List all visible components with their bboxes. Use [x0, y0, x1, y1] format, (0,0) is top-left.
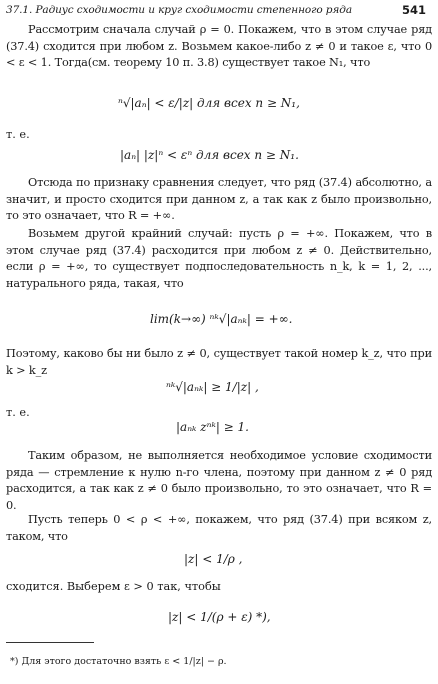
paragraph-te-2: т. е.	[6, 406, 30, 419]
paragraph-2: Отсюда по признаку сравнения следует, что ряд (37.4) абсолютно, а значит, и просто сходится при данном z, а так как z было произвольно, то это означает, что R = +∞.	[6, 176, 432, 223]
paragraph-4: Поэтому, каково бы ни было z ≠ 0, существует такой номер k_z, что при k > k_z	[6, 347, 432, 377]
formula-epsilon-choice: |z| < 1/(ρ + ε) *),	[168, 610, 271, 624]
formula-limit: lim(k→∞) ⁿᵏ√|aₙₖ| = +∞.	[150, 312, 293, 326]
paragraph-3: Возьмем другой крайний случай: пусть ρ = +∞. Покажем, что в этом случае ряд (37.4) расходится при любом z ≠ 0. Действительно, если ρ = +∞, то существует подпоследовательность n_k, k = 1, 2, ..., натурального ряда, такая, что	[6, 227, 432, 290]
formula-root-inequality: ⁿ√|aₙ| < ε/|z| для всех n ≥ N₁,	[118, 96, 300, 110]
footnote-rule	[6, 642, 94, 643]
footnote: *) Для этого достаточно взять ε < 1/|z| − ρ.	[10, 656, 227, 667]
paragraph-6: Пусть теперь 0 < ρ < +∞, покажем, что ряд (37.4) при всяком z, таком, что	[6, 513, 432, 543]
formula-subsequence-bound: ⁿᵏ√|aₙₖ| ≥ 1/|z| ,	[166, 380, 259, 394]
formula-term-not-zero: |aₙₖ zⁿᵏ| ≥ 1.	[176, 420, 249, 434]
formula-term-bound: |aₙ| |z|ⁿ < εⁿ для всех n ≥ N₁.	[120, 148, 299, 162]
paragraph-7: сходится. Выберем ε > 0 так, чтобы	[6, 580, 221, 593]
paragraph-1: Рассмотрим сначала случай ρ = 0. Покажем, что в этом случае ряд (37.4) сходится при любом z. Возьмем какое-либо z ≠ 0 и такое ε, что 0 < ε < 1. Тогда(см. теорему 10 п. 3.8) существует такое N₁, что	[6, 23, 432, 70]
paragraph-te-1: т. е.	[6, 128, 30, 141]
formula-radius-condition: |z| < 1/ρ ,	[184, 552, 243, 566]
paragraph-5: Таким образом, не выполняется необходимое условие сходимости ряда — стремление к нулю n-го члена, поэтому при данном z ≠ 0 ряд расходится, а так как z ≠ 0 было произвольно, то это означает, что R = 0.	[6, 449, 432, 512]
running-header: 37.1. Радиус сходимости и круг сходимости степенного ряда	[6, 4, 352, 16]
page-number: 541	[401, 3, 426, 17]
